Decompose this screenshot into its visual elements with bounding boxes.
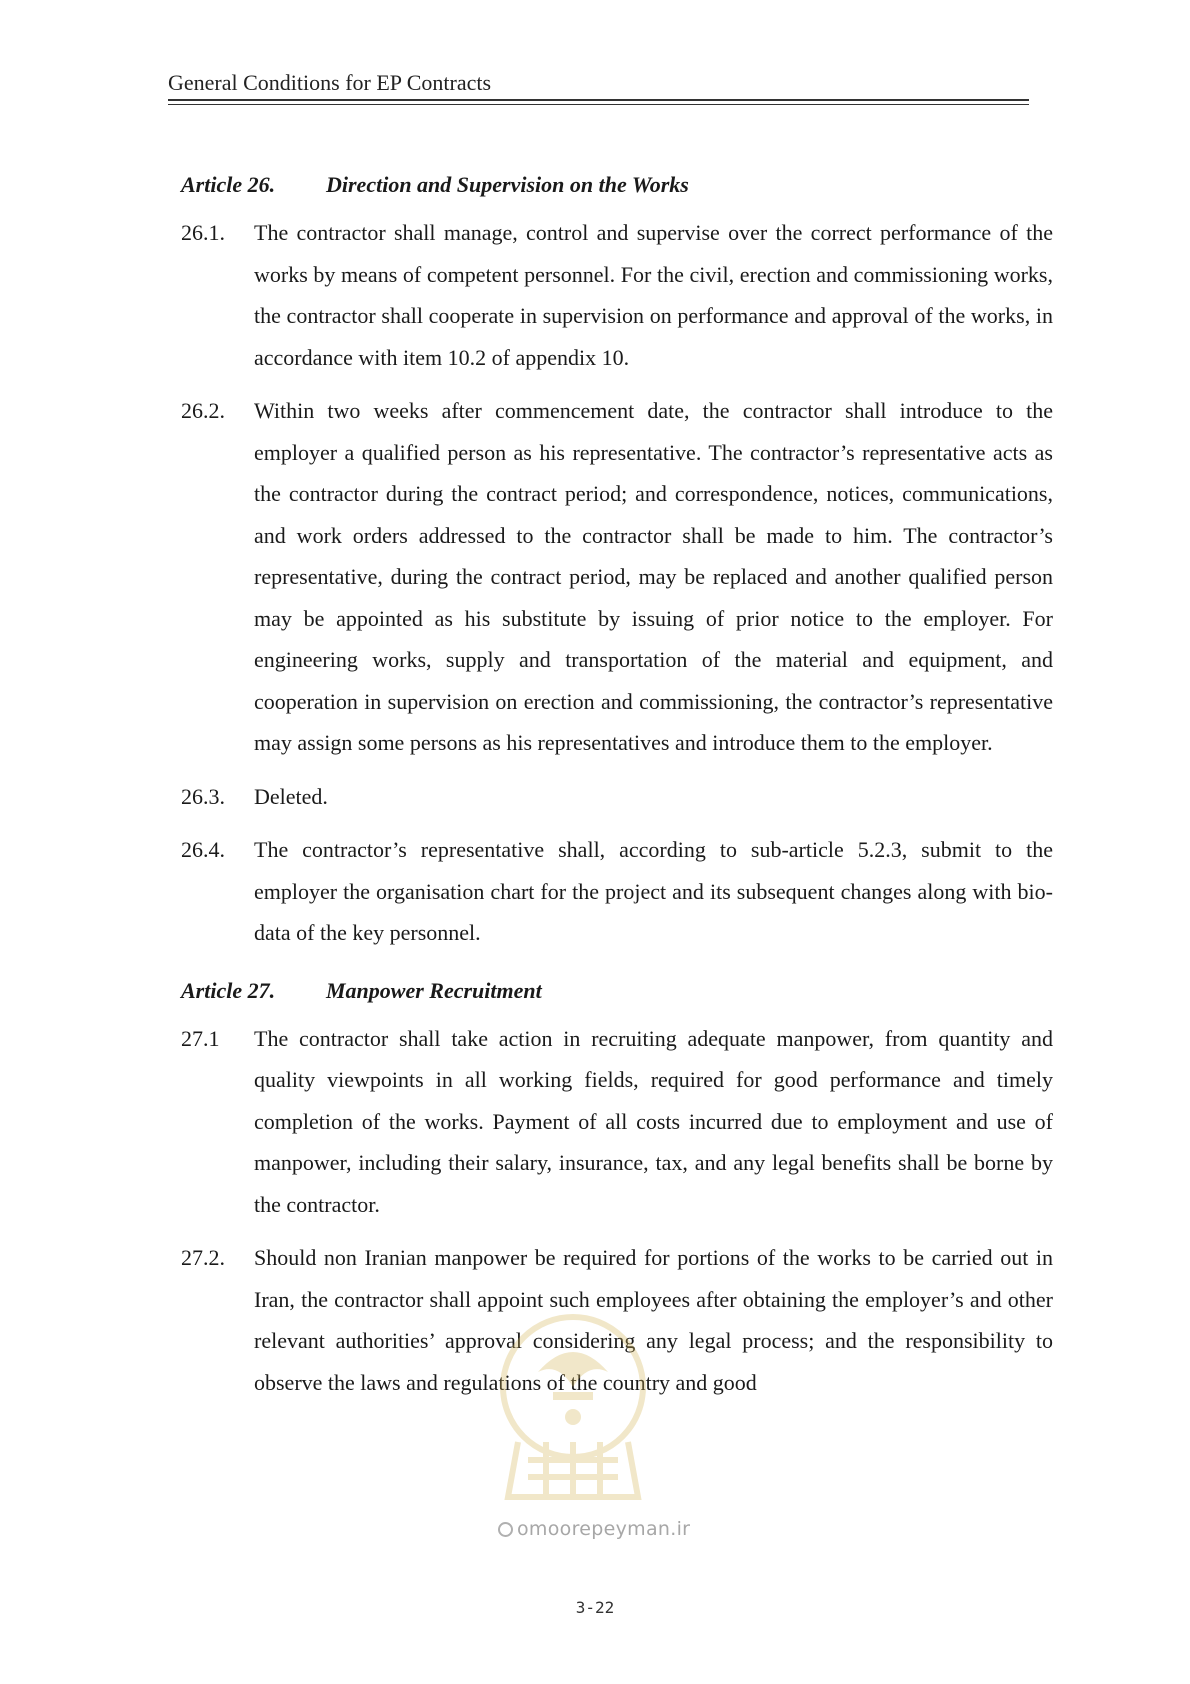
clause-text: Deleted.: [254, 783, 328, 809]
clause-text: Within two weeks after commencement date, the contractor shall introduce to the employer a qualified person as his representative. The contractor’s representative acts as the contractor during the contract period; and correspondence, notices, communications, and work orders addressed to the contractor shall be made to him. The contractor’s representative, during the contract period, may be replaced and another qualified person may be appointed as his substitute by issuing of prior notice to the employer. For engineering works, supply and transportation of the material and equipment, and cooperation in supervision on erection and commissioning, the contractor’s representative may assign some persons as his representatives and introduce them to the employer.: [254, 398, 1053, 755]
clause-number: 26.2.: [181, 398, 225, 423]
clause-text: Should non Iranian manpower be required for portions of the works to be carried out in Iran, the contractor shall appoint such employees after obtaining the employer’s and other relevant authorities’ approval considering any legal process; and the responsibility to observe the laws and regulations of the country and good: [254, 1245, 1053, 1395]
header-rule-thick: [168, 99, 1029, 101]
clause-26-1: [181, 212, 1053, 378]
clause-27-2: [181, 1237, 1053, 1403]
document-body: [181, 170, 1053, 1415]
clause-number: 27.2.: [181, 1245, 225, 1270]
clause-number: 27.1: [181, 1025, 220, 1051]
watermark-site-label: [498, 1518, 690, 1540]
clause-number: 26.4.: [181, 837, 225, 862]
clause-number: 26.3.: [181, 783, 225, 809]
clause-number: 26.1.: [181, 220, 225, 245]
article-title: Manpower Recruitment: [326, 977, 542, 1003]
page-number: 3-22: [575, 1598, 615, 1617]
running-header: General Conditions for EP Contracts: [168, 70, 492, 95]
clause-26-4: [181, 829, 1053, 954]
globe-icon: [498, 1522, 513, 1537]
clause-26-2: [181, 390, 1053, 764]
article-number: Article 27.: [181, 977, 276, 1003]
clause-26-3: [181, 776, 1053, 818]
clause-text: The contractor shall take action in recruiting adequate manpower, from quantity and quality viewpoints in all working fields, required for good performance and timely completion of the works. Payment of all costs incurred due to employment and use of manpower, including their salary, insurance, tax, and any legal benefits shall be borne by the contractor.: [254, 1025, 1053, 1217]
article-heading-26: [181, 170, 1053, 200]
header-rule-thin: [168, 104, 1029, 105]
section-gap: [181, 966, 1053, 976]
article-number: Article 26.: [181, 172, 276, 197]
clause-text: The contractor shall manage, control and supervise over the correct performance of the works by means of competent personnel. For the civil, erection and commissioning works, the contractor shall cooperate in supervision on performance and approval of the works, in accordance with item 10.2 of appendix 10.: [254, 220, 1053, 370]
watermark-site-text: omoorepeyman.ir: [517, 1518, 691, 1540]
clause-27-1: [181, 1018, 1053, 1226]
article-heading-27: [181, 976, 1053, 1006]
article-title: Direction and Supervision on the Works: [326, 172, 689, 197]
clause-text: The contractor’s representative shall, according to sub-article 5.2.3, submit to the employer the organisation chart for the project and its subsequent changes along with bio-data of the key personnel.: [254, 837, 1053, 945]
